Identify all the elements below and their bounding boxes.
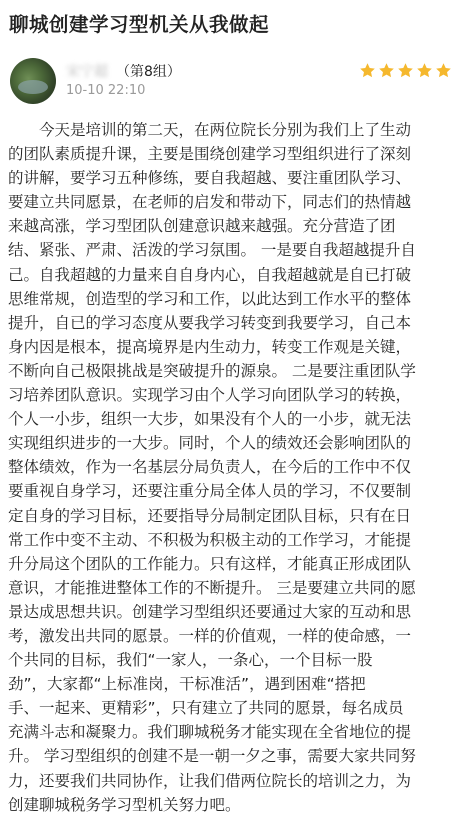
author-line — [66, 61, 181, 81]
article-title: 聊城创建学习型机关从我做起 — [9, 13, 270, 36]
body-line: 意识，才能推进整体工作的不断提升。 三是要建立共同的愿 — [8, 578, 416, 597]
body-line: 今天是培训的第二天，在两位院长分别为我们上了生动 — [8, 121, 412, 139]
body-line: 创建聊城税务学习型机关努力吧。 — [8, 795, 241, 814]
rating-stars — [359, 62, 452, 79]
author-group: （第8组） — [116, 64, 181, 80]
body-line: 力，还要我们共同协作，让我们借两位院长的培训之力，为 — [8, 771, 412, 790]
body-line: 提升，自已的学习态度从要我学习转变到我要学习，自己本 — [8, 313, 412, 332]
body-line: 的团队素质提升课，主要是围绕创建学习型组织进行了深刻 — [8, 145, 412, 164]
star-icon — [359, 62, 376, 79]
body-line: 实现组织进步的一大步。同时，个人的绩效还会影响团队的 — [8, 434, 412, 453]
body-line: 定自身的学习目标，还要指导分局制定团队目标，只有在日 — [8, 506, 412, 525]
author-name[interactable]: 宋宁超 — [66, 64, 108, 80]
body-line: 充满斗志和凝聚力。我们聊城税务才能实现在全省地位的提 — [8, 723, 412, 742]
comment-header — [8, 54, 452, 110]
body-line: 景达成思想共识。创建学习型组织还要通过大家的互动和思 — [8, 602, 412, 621]
star-icon — [397, 62, 414, 79]
body-line: 来越高涨，学习型团队创建意识越来越强。充分营造了团 — [8, 217, 396, 236]
body-line: 要建立共同愿景，在老师的启发和带动下，同志们的热情越 — [8, 193, 412, 212]
star-icon — [378, 62, 395, 79]
body-line: 升。 学习型组织的创建不是一朝一夕之事，需要大家共同努 — [8, 747, 416, 766]
body-line: 考，激发出共同的愿景。一样的价值观，一样的使命感，一 — [8, 626, 412, 645]
star-icon — [416, 62, 433, 79]
body-line: 劲”，大家都“上标准岗，干标准活”，遇到困难“搭把 — [8, 675, 366, 694]
body-line: 不断向自己极限挑战是突破提升的源泉。 二是要注重团队学 — [8, 361, 416, 380]
body-line: 己。自我超越的力量来自自身内心，自我超越就是自已打破 — [8, 265, 412, 284]
body-line: 个人一小步，组织一大步，如果没有个人的一小步，就无法 — [8, 410, 412, 429]
star-icon — [435, 62, 452, 79]
body-line: 常工作中变不主动、不积极为积极主动的工作学习，才能提 — [8, 530, 412, 549]
body-line: 要重视自身学习，还要注重分局全体人员的学习，不仅要制 — [8, 482, 412, 501]
body-line: 结、紧张、严肃、活泼的学习氛围。 一是要自我超越提升自 — [8, 241, 416, 260]
body-line: 升分局这个团队的工作能力。只有这样，才能真正形成团队 — [8, 554, 412, 573]
body-line: 习培养团队意识。实现学习由个人学习向团队学习的转换， — [8, 386, 412, 405]
body-line: 整体绩效，作为一名基层分局负责人，在今后的工作中不仅 — [8, 458, 412, 477]
body-line: 思维常规，创造型的学习和工作，以此达到工作水平的整体 — [8, 289, 412, 308]
body-line: 身内因是根本，提高境界是内生动力，转变工作观是关键， — [8, 337, 412, 356]
comment-datetime: 10-10 22:10 — [66, 83, 146, 98]
comment-body — [8, 118, 454, 817]
body-line: 的讲解，要学习五种修练，要自我超越、要注重团队学习、 — [8, 169, 412, 188]
user-avatar[interactable] — [10, 58, 56, 104]
body-line: 个共同的目标，我们“一家人，一条心，一个目标一股 — [8, 651, 373, 670]
body-line: 手、一起来、更精彩”，只有建立了共同的愿景，每名成员 — [8, 699, 404, 718]
